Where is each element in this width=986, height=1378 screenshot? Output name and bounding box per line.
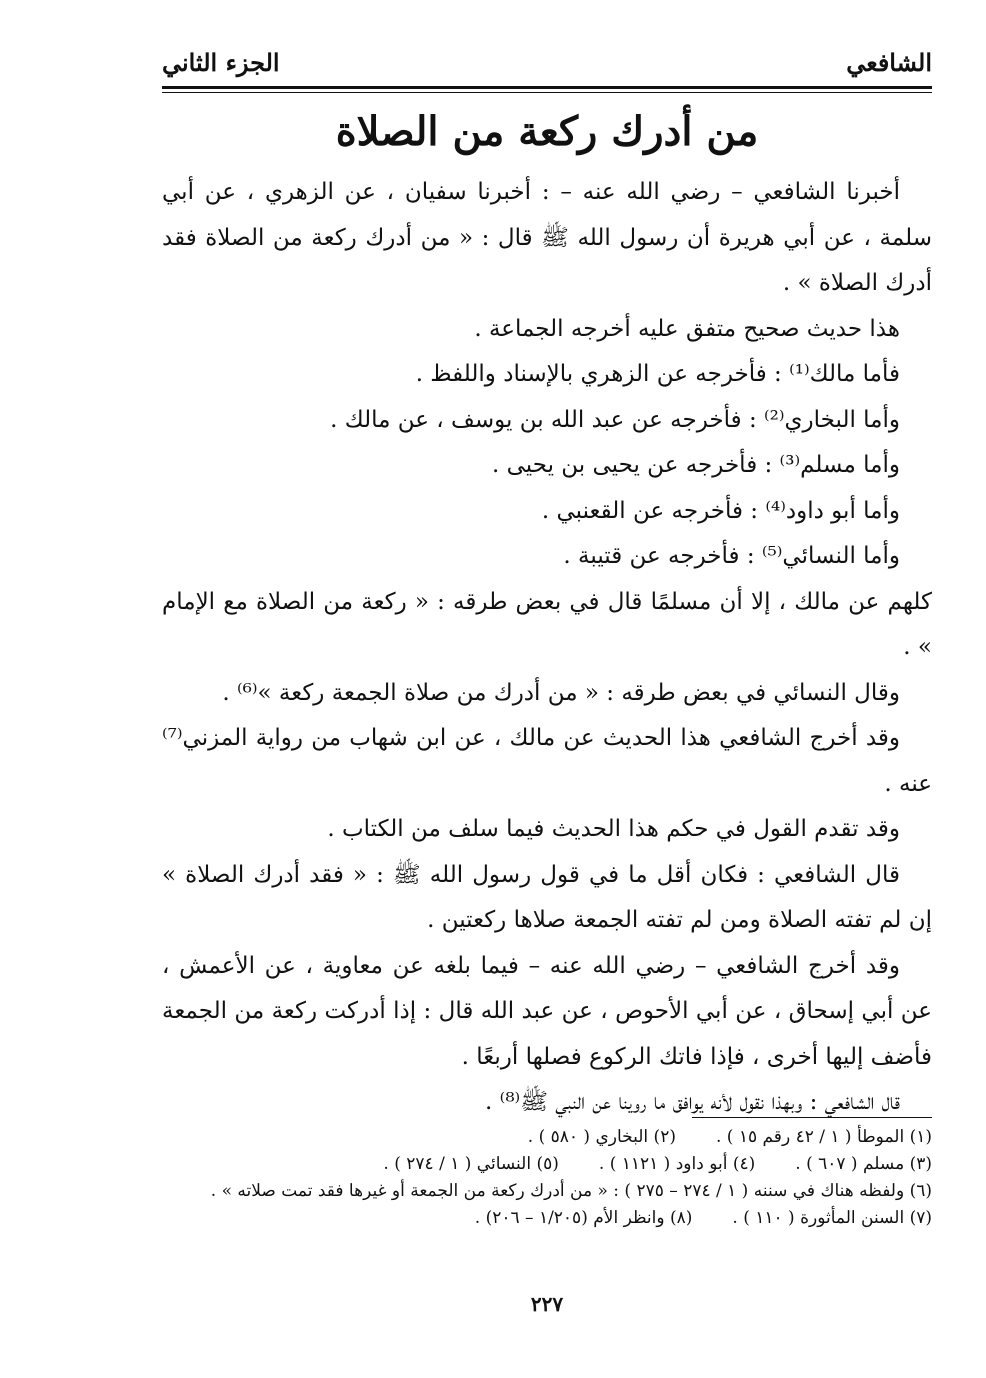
footnote-8: (٨) وانظر الأم (١/٢٠٥ – ٢٠٦) . [474,1208,693,1228]
header-book-title: الشافعي [846,47,932,77]
footnotes [162,1124,932,1232]
footnote-row [162,1205,932,1232]
header-rule-thick [162,86,932,89]
main-text [162,170,932,1126]
section-title: من أدرك ركعة من الصلاة [335,108,759,155]
paragraph-shafii-conclusion: قال الشافعي : وبهذا نقول لأنه يوافق ما روينا عن النبي ﷺ⁽⁸⁾ . [485,1089,900,1115]
footnote-row [162,1124,932,1151]
paragraph-isnad: أخبرنا الشافعي – رضي الله عنه – : أخبرنا سفيان ، عن الزهري ، عن أبي سلمة ، عن أبي هريرة أن رسول الله ﷺ قال : « من أدرك ركعة من الصلاة فقد أدرك الصلاة » . [162,179,932,296]
footnote-row [162,1151,932,1178]
footnote-2: (٢) البخاري ( ٥٨٠ ) . [527,1127,676,1147]
paragraph-shafii-ruling: قال الشافعي : فكان أقل ما في قول رسول الله ﷺ : « فقد أدرك الصلاة » إن لم تفته الصلاة ومن لم تفته الجمعة صلاها ركعتين . [162,861,932,933]
footnote-6: (٦) ولفظه هناك في سننه ( ١ / ٢٧٤ – ٢٧٥ ) : « من أدرك ركعة من الجمعة أو غيرها فقد تمت صلاته » . [210,1181,932,1201]
footnote-3: (٣) مسلم ( ٦٠٧ ) . [795,1154,932,1174]
header-volume: الجزء الثاني [162,47,280,77]
page-number: ٢٢٧ [530,1292,564,1316]
footnote-4: (٤) أبو داود ( ١١٢١ ) . [598,1154,756,1174]
footnote-separator [692,1117,932,1118]
header-rule-thin [162,92,932,93]
footnote-5: (٥) النسائي ( ١ / ٢٧٤ ) . [383,1154,559,1174]
paragraph-all-from-malik: كلهم عن مالك ، إلا أن مسلمًا قال في بعض طرقه : « ركعة من الصلاة مع الإمام » . [162,588,932,660]
paragraph-bukhari: وأما البخاري⁽²⁾ : فأخرجه عن عبد الله بن يوسف ، عن مالك . [330,406,900,433]
footnote-1: (١) الموطأ ( ١ / ٤٢ رقم ١٥ ) . [715,1127,932,1147]
paragraph-grading: هذا حديث صحيح متفق عليه أخرجه الجماعة . [474,315,900,342]
running-header [162,42,932,82]
paragraph-previous-discussion: وقد تقدم القول في حكم هذا الحديث فيما سلف من الكتاب . [327,816,900,842]
paragraph-malik: فأما مالك⁽¹⁾ : فأخرجه عن الزهري بالإسناد واللفظ . [415,361,900,387]
paragraph-abu-dawud: وأما أبو داود⁽⁴⁾ : فأخرجه عن القعنبي . [541,497,900,524]
paragraph-muzani: وقد أخرج الشافعي هذا الحديث عن مالك ، عن ابن شهاب من رواية المزني⁽⁷⁾ عنه . [162,725,932,797]
paragraph-abdullah-report: وقد أخرج الشافعي – رضي الله عنه – فيما بلغه عن معاوية ، عن الأعمش ، عن أبي إسحاق ، عن أبي الأحوص ، عن عبد الله قال : إذا أدركت ركعة من الجمعة فأضف إليها أخرى ، فإذا فاتك الركوع فصلها أربعًا . [162,952,932,1070]
paragraph-nasai: وأما النسائي⁽⁵⁾ : فأخرجه عن قتيبة . [563,543,900,569]
paragraph-muslim: وأما مسلم⁽³⁾ : فأخرجه عن يحيى بن يحيى . [492,452,900,478]
paragraph-nasai-jumuah: وقال النسائي في بعض طرقه : « من أدرك من صلاة الجمعة ركعة »⁽⁶⁾ . [222,679,900,706]
footnote-7: (٧) السنن المأثورة ( ١١٠ ) . [732,1208,932,1228]
